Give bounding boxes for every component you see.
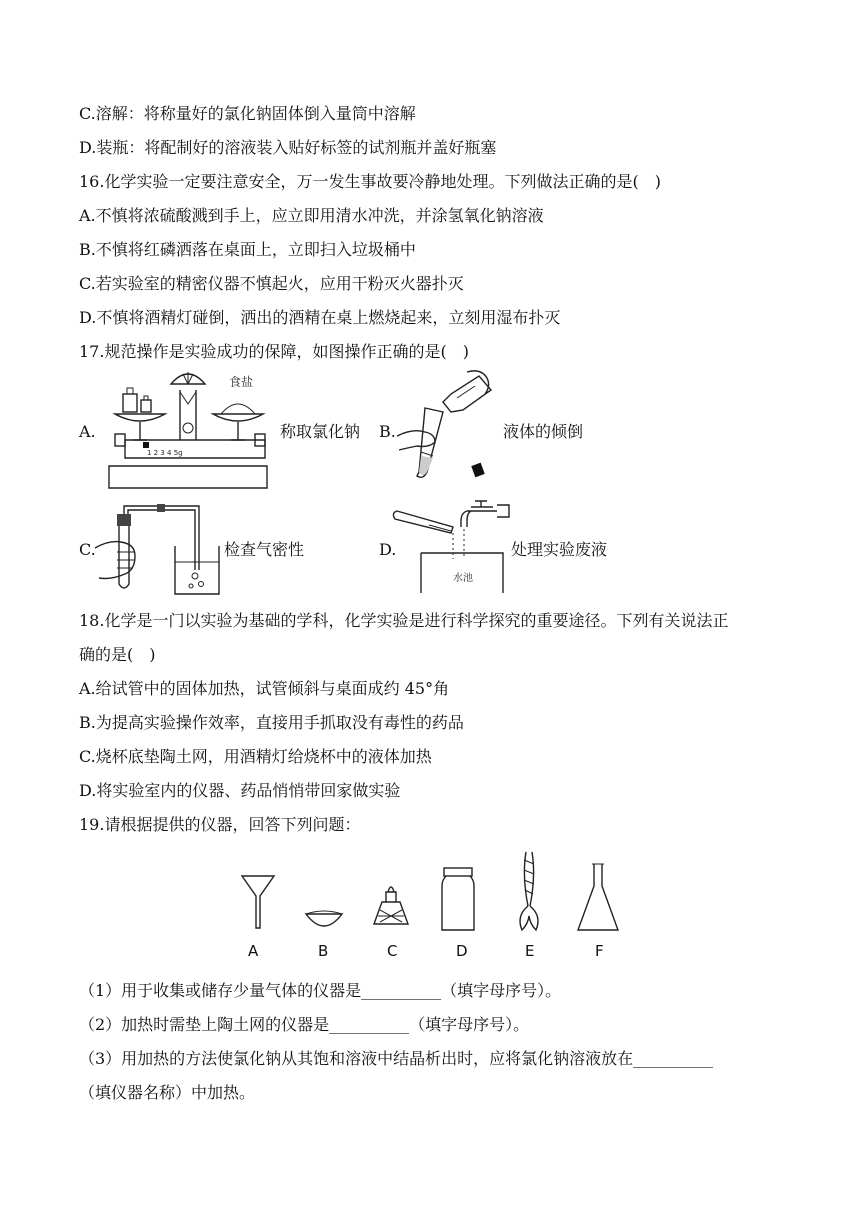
instrument-letter-a: A [248,942,259,960]
instrument-letter-f: F [595,942,604,960]
q16-option-b: B.不慎将红磷洒落在桌面上，立即扫入垃圾桶中 [79,240,416,259]
erlenmeyer-flask-icon [578,864,618,930]
balance-scale-label: 1 2 3 4 5g [147,449,183,457]
funnel-icon [242,876,274,928]
crucible-tongs-icon [520,852,538,930]
q17-option-c-caption: 检查气密性 [224,540,305,559]
q18-option-a: A.给试管中的固体加热，试管倾斜与桌面成约 45°角 [79,679,450,698]
q18-option-c: C.烧杯底垫陶土网，用酒精灯给烧杯中的液体加热 [79,747,432,766]
instruments-figure [236,846,626,966]
q17-option-c-label: C. [79,540,96,559]
q16-option-d: D.不慎将酒精灯碰倒，洒出的酒精在桌上燃烧起来，立刻用湿布扑灭 [79,308,561,327]
question-19: 19.请根据提供的仪器，回答下列问题： [79,815,361,834]
q19-part-1: （1）用于收集或储存少量气体的仪器是__________（填字母序号）。 [79,981,562,1000]
q17-option-b-label: B. [379,422,396,441]
question-18-line2: 确的是( ) [79,645,156,664]
q16-option-c: C.若实验室的精密仪器不慎起火，应用干粉灭火器扑灭 [79,274,464,293]
question-17: 17.规范操作是实验成功的保障，如图操作正确的是( ) [79,342,469,361]
q18-option-b: B.为提高实验操作效率，直接用手抓取没有毒性的药品 [79,713,464,732]
alcohol-lamp-icon [374,887,408,924]
salt-label: 食盐 [229,375,254,389]
instrument-letter-c: C [387,942,398,960]
q19-part-3-line2: （填仪器名称）中加热。 [79,1083,256,1102]
question-18-line1: 18.化学是一门以实验为基础的学科，化学实验是进行科学探究的重要途径。下列有关说法正 [79,611,729,630]
instrument-letter-b: B [318,942,329,960]
q19-part-2: （2）加热时需垫上陶土网的仪器是__________（填字母序号）。 [79,1015,530,1034]
text-line: D.装瓶：将配制好的溶液装入贴好标签的试剂瓶并盖好瓶塞 [79,138,497,157]
q18-option-d: D.将实验室内的仪器、药品悄悄带回家做实验 [79,781,401,800]
sink-label: 水池 [453,573,473,584]
q17-option-a-caption: 称取氯化钠 [280,422,361,441]
evaporating-dish-icon [306,911,342,926]
pouring-liquid-figure [395,372,495,482]
gas-jar-icon [442,868,474,930]
q17-option-a-label: A. [79,422,96,441]
balance-figure [95,370,280,495]
q17-option-d-label: D. [379,540,397,559]
text-line: C.溶解：将称量好的氯化钠固体倒入量筒中溶解 [79,104,416,123]
question-16: 16.化学实验一定要注意安全，万一发生事故要冷静地处理。下列做法正确的是( ) [79,172,661,191]
waste-disposal-figure [395,497,510,597]
q17-option-d-caption: 处理实验废液 [511,540,608,559]
airtightness-check-figure [95,500,225,600]
instrument-letter-d: D [456,942,468,960]
q16-option-a: A.不慎将浓硫酸溅到手上，应立即用清水冲洗，并涂氢氧化钠溶液 [79,206,544,225]
instrument-letter-e: E [525,942,535,960]
q17-option-b-caption: 液体的倾倒 [503,422,584,441]
q19-part-3-line1: （3）用加热的方法使氯化钠从其饱和溶液中结晶析出时，应将氯化钠溶液放在__________ [79,1049,714,1068]
